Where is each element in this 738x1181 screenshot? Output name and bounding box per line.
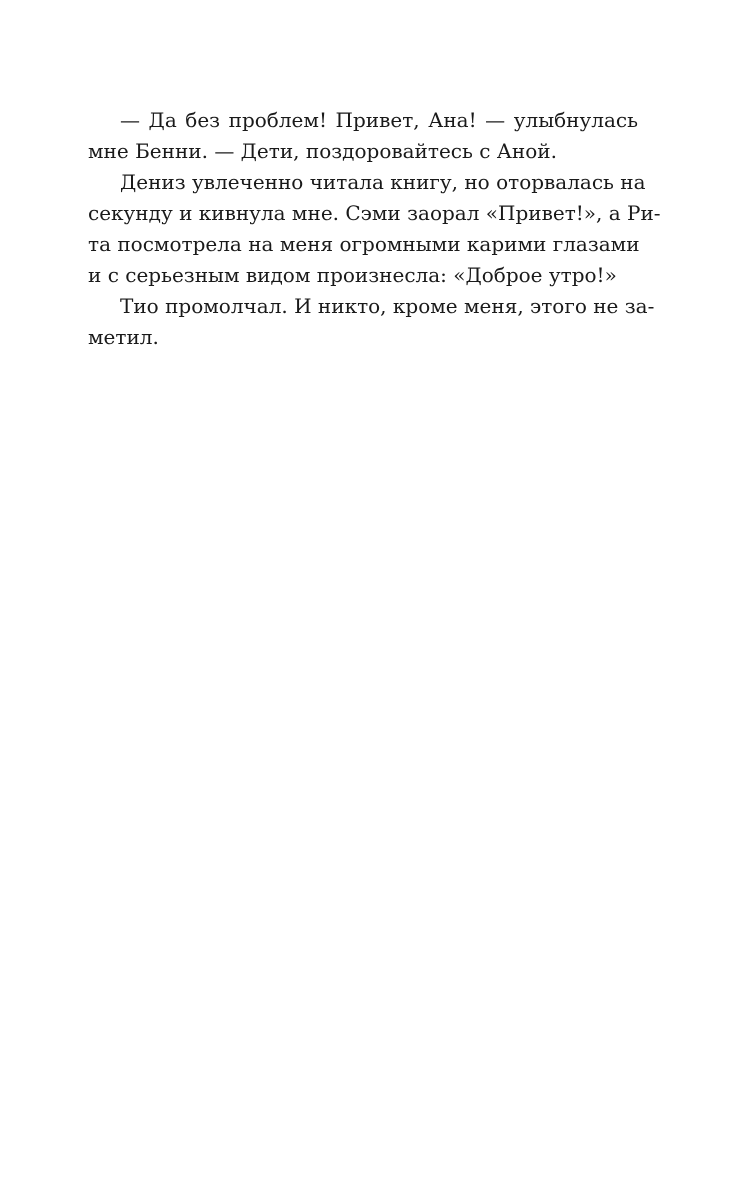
paragraph-line: Тио промолчал. И никто, кроме меня, этого не за- xyxy=(120,294,655,318)
paragraph-line: — Да без проблем! Привет, Ана! — улыбнулась xyxy=(120,108,638,132)
paragraph-line: секунду и кивнула мне. Сэми заорал «Привет!», а Ри- xyxy=(88,201,661,225)
paragraph-2 xyxy=(88,167,661,291)
page-body xyxy=(88,105,661,353)
paragraph-line: мне Бенни. — Дети, поздоровайтесь с Аной. xyxy=(88,139,557,163)
paragraph-line: метил. xyxy=(88,325,159,349)
paragraph-1 xyxy=(88,105,638,167)
paragraph-3 xyxy=(88,291,655,353)
paragraph-line: и с серьезным видом произнесла: «Доброе утро!» xyxy=(88,263,617,287)
paragraph-line: та посмотрела на меня огромными карими глазами xyxy=(88,232,640,256)
paragraph-line: Дениз увлеченно читала книгу, но оторвалась на xyxy=(120,170,646,194)
